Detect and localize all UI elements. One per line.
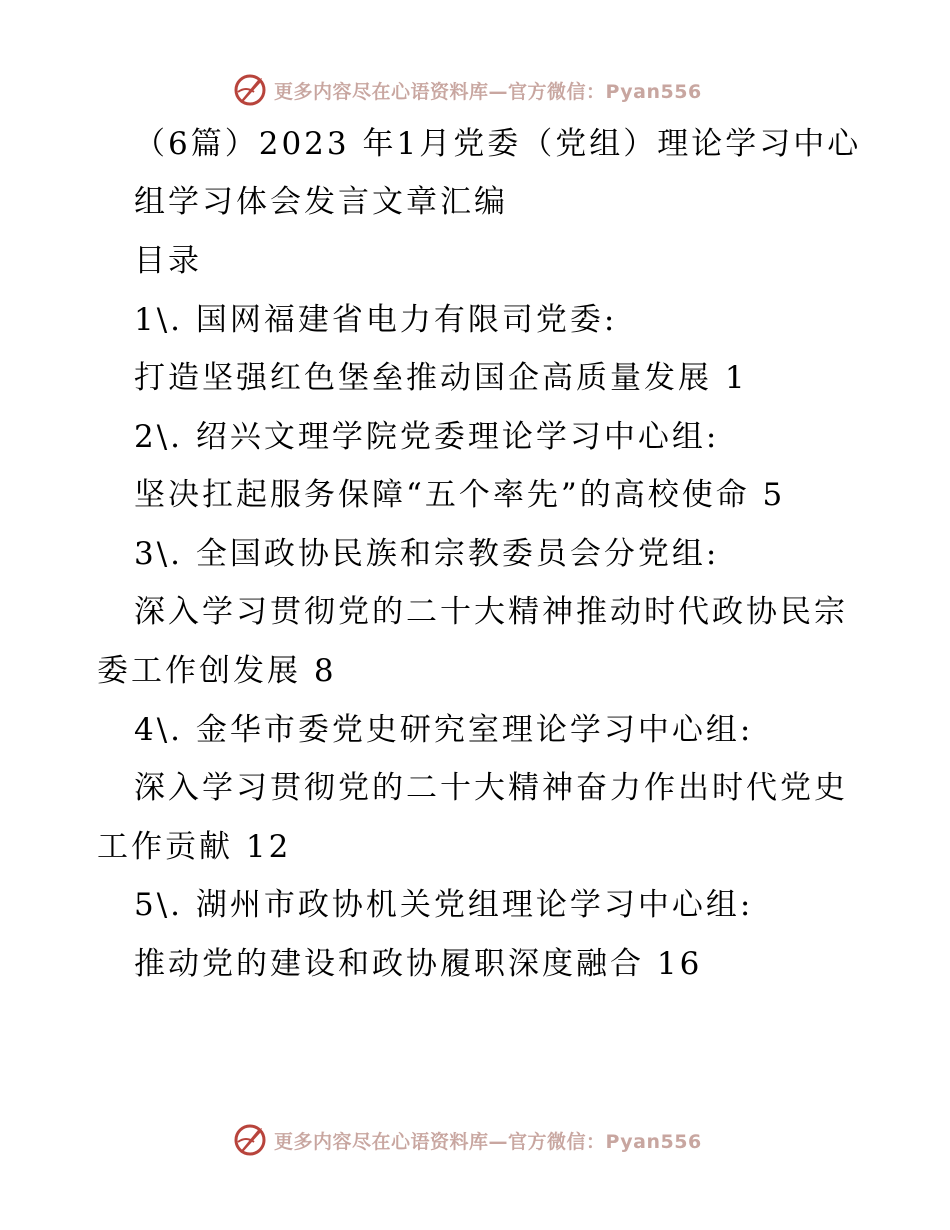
toc-entry-4-head: 4\. 金华市委党史研究室理论学习中心组: <box>134 712 754 748</box>
toc-entry-5-body: 推动党的建设和政协履职深度融合 16 <box>134 946 703 982</box>
banner-text: 更多内容尽在心语资料库—官方微信：Pyan556 <box>274 80 702 103</box>
toc-entry-2-body: 坚决扛起服务保障“五个率先”的高校使命 5 <box>134 477 786 513</box>
toc-entry-3-head: 3\. 全国政协民族和宗教委员会分党组: <box>134 536 720 572</box>
toc-entry-3-body-line-1: 深入学习贯彻党的二十大精神推动时代政协民宗 <box>134 594 848 630</box>
toc-entry-2-head: 2\. 绍兴文理学院党委理论学习中心组: <box>134 419 720 455</box>
banner-text: 更多内容尽在心语资料库—官方微信：Pyan556 <box>274 1130 702 1153</box>
quill-pen-logo-icon <box>232 72 268 108</box>
toc-entry-5-head: 5\. 湖州市政协机关党组理论学习中心组: <box>134 887 754 923</box>
document-title-line-1: （6篇）2023 年1月党委（党组）理论学习中心 <box>134 126 862 162</box>
footer-banner <box>232 1120 702 1160</box>
toc-entry-4-body-line-1: 深入学习贯彻党的二十大精神奋力作出时代党史 <box>134 770 848 806</box>
toc-entry-4-body-line-2: 工作贡献 12 <box>97 829 292 865</box>
header-banner <box>232 70 702 110</box>
toc-entry-1-body: 打造坚强红色堡垒推动国企高质量发展 1 <box>134 360 748 396</box>
document-title-line-2: 组学习体会发言文章汇编 <box>134 184 508 220</box>
quill-pen-logo-icon <box>232 1122 268 1158</box>
toc-entry-1-head: 1\. 国网福建省电力有限司党委: <box>134 302 618 338</box>
toc-entry-3-body-line-2: 委工作创发展 8 <box>97 653 337 689</box>
toc-heading: 目录 <box>134 243 202 279</box>
